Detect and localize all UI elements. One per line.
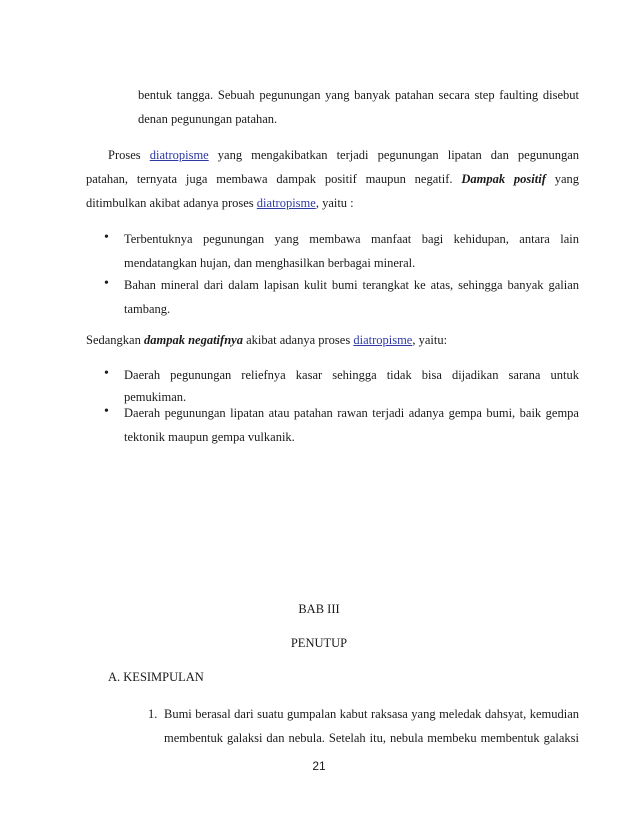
text-span: ditimbulkan akibat adanya proses [86, 196, 254, 210]
text-span: akibat adanya proses [246, 333, 351, 347]
bullet-icon: • [104, 230, 109, 245]
text-span: patahan, ternyata juga membawa dampak positif maupun negatif. [86, 172, 453, 186]
text-span: , yaitu : [315, 196, 354, 210]
paragraph-line [86, 194, 579, 213]
text-span: yang [554, 172, 580, 186]
paragraph-line [86, 170, 579, 189]
paragraph-line: denan pegunungan patahan. [138, 112, 278, 126]
text-span: , yaitu: [412, 333, 448, 347]
list-item: Daerah pegunungan lipatan atau patahan rawan terjadi adanya gempa bumi, baik gempa [124, 406, 579, 420]
list-item: Bumi berasal dari suatu gumpalan kabut raksasa yang meledak dahsyat, kemudian [164, 707, 579, 721]
list-item: Daerah pegunungan reliefnya kasar sehingga tidak bisa dijadikan sarana untuk [124, 368, 579, 382]
paragraph-line [86, 331, 579, 350]
list-item: tektonik maupun gempa vulkanik. [124, 430, 295, 444]
list-item: Terbentuknya pegunungan yang membawa manfaat bagi kehidupan, antara lain [124, 232, 579, 246]
diatropisme-link[interactable]: diatropisme [256, 196, 316, 210]
chapter-number: BAB III [298, 602, 340, 616]
diatropisme-link[interactable]: diatropisme [353, 333, 413, 347]
chapter-title: PENUTUP [290, 636, 348, 650]
bullet-icon: • [104, 366, 109, 381]
paragraph-line [108, 146, 579, 165]
list-item: mendatangkan hujan, dan menghasilkan berbagai mineral. [124, 256, 416, 270]
list-item: Bahan mineral dari dalam lapisan kulit bumi terangkat ke atas, sehingga banyak galian [124, 278, 579, 292]
list-item: tambang. [124, 302, 171, 316]
dampak-positif-emphasis: Dampak positif [461, 172, 546, 186]
bullet-icon: • [104, 276, 109, 291]
text-span: Sedangkan [86, 333, 141, 347]
bullet-icon: • [104, 404, 109, 419]
paragraph-line: bentuk tangga. Sebuah pegunungan yang banyak patahan secara step faulting disebut [138, 88, 579, 102]
dampak-negatif-emphasis: dampak negatifnya [143, 333, 243, 347]
list-number: 1. [148, 707, 158, 721]
diatropisme-link[interactable]: diatropisme [149, 148, 209, 162]
text-span: yang mengakibatkan terjadi pegunungan lipatan dan pegunungan [217, 148, 580, 162]
list-item: membentuk galaksi dan nebula. Setelah itu, nebula membeku membentuk galaksi [164, 731, 579, 745]
section-heading: A. KESIMPULAN [108, 670, 204, 684]
text-span: Proses [108, 148, 141, 162]
list-item: pemukiman. [124, 390, 187, 404]
page-number: 21 [312, 759, 326, 773]
